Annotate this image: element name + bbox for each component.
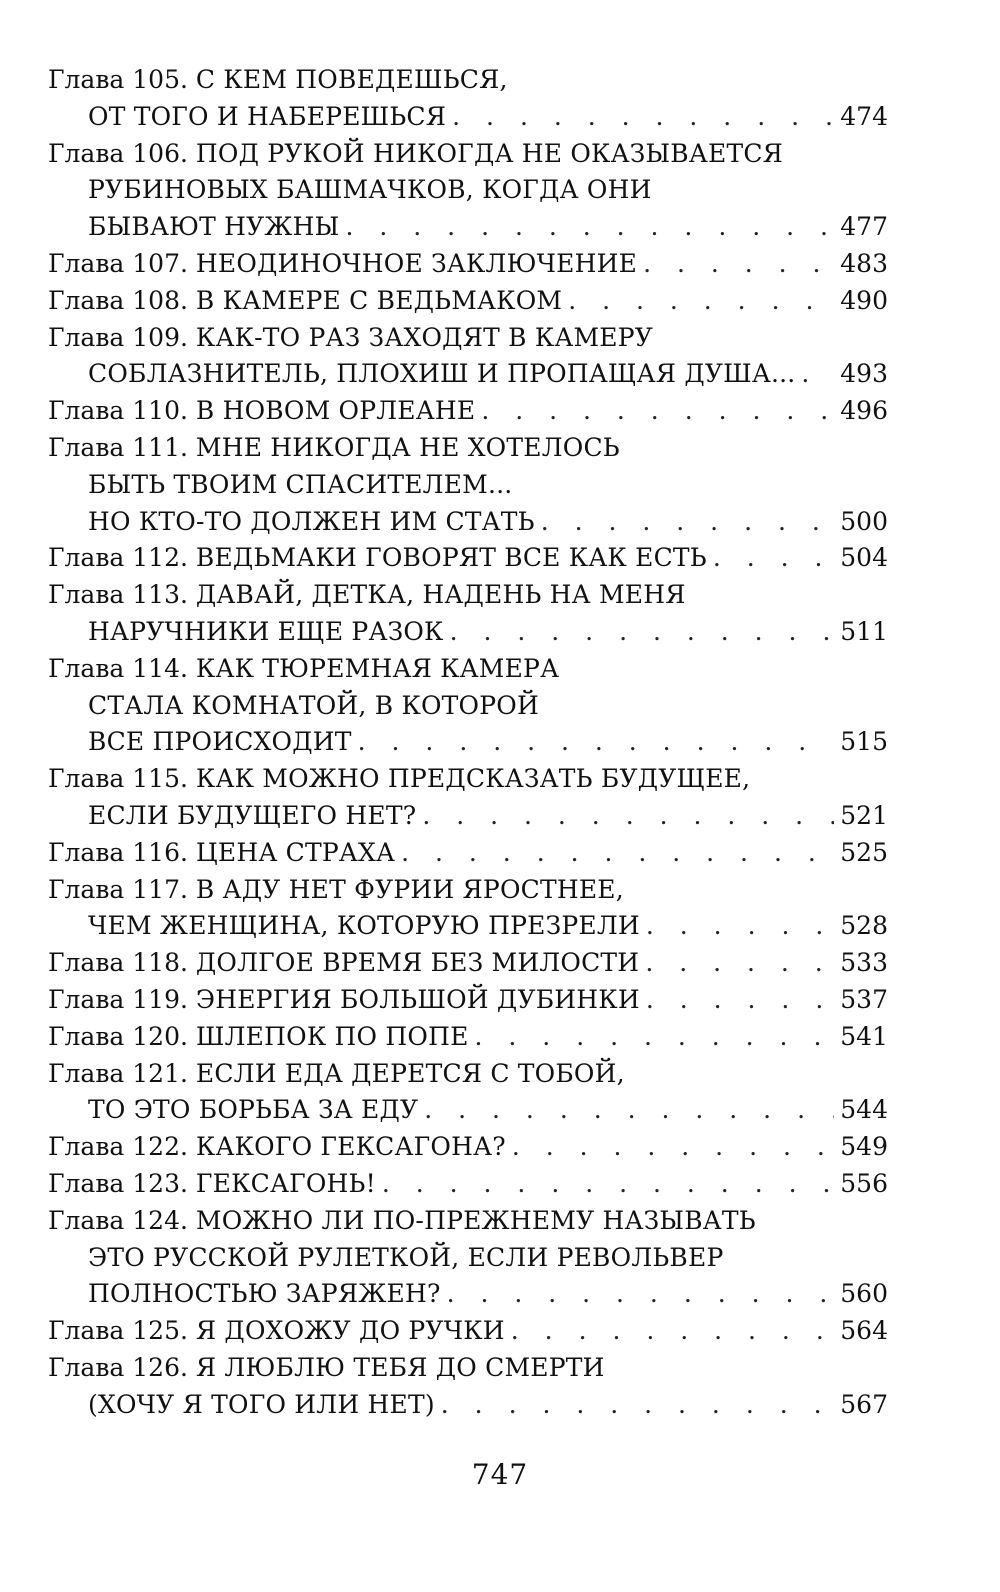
chapter-number: Глава 125.	[48, 1316, 196, 1346]
toc-line	[48, 945, 888, 982]
toc-entry	[48, 393, 888, 430]
toc-entry	[48, 1019, 888, 1056]
toc-entry	[48, 320, 888, 394]
toc-line	[48, 1276, 888, 1313]
chapter-number: Глава 118.	[48, 948, 196, 978]
chapter-title: НЕОДИНОЧНОЕ ЗАКЛЮЧЕНИЕ	[195, 248, 638, 278]
chapter-title: КАК-ТО РАЗ ЗАХОДЯТ В КАМЕРУ	[195, 322, 654, 352]
toc-line	[48, 577, 888, 614]
chapter-title: ДОЛГОЕ ВРЕМЯ БЕЗ МИЛОСТИ	[195, 948, 640, 978]
chapter-title: (ХОЧУ Я ТОГО ИЛИ НЕТ)	[88, 1389, 435, 1419]
chapter-number: Глава 124.	[48, 1205, 196, 1235]
dot-leader	[446, 99, 834, 136]
toc-entry	[48, 1129, 888, 1166]
toc-line	[48, 1240, 888, 1277]
chapter-number: Глава 119.	[48, 984, 196, 1014]
dot-leader	[639, 945, 834, 982]
chapter-page: 544	[840, 1095, 888, 1125]
chapter-page: 511	[840, 616, 888, 646]
toc-line	[48, 982, 888, 1019]
chapter-title: С КЕМ ПОВЕДЕШЬСЯ,	[195, 65, 508, 94]
toc-line	[48, 504, 888, 541]
chapter-title: ЭНЕРГИЯ БОЛЬШОЙ ДУБИНКИ	[195, 984, 640, 1014]
toc-line	[48, 1129, 888, 1166]
toc-line	[48, 356, 888, 393]
dot-leader	[637, 246, 834, 283]
chapter-number: Глава 113.	[48, 580, 196, 610]
chapter-page: 564	[840, 1316, 888, 1346]
chapter-number: Глава 108.	[48, 285, 196, 315]
dot-leader	[640, 908, 834, 945]
chapter-number: Глава 114.	[48, 653, 196, 683]
toc-entry	[48, 246, 888, 283]
chapter-title: В КАМЕРЕ С ВЕДЬМАКОМ	[195, 285, 563, 315]
toc-line	[48, 1350, 888, 1387]
chapter-number: Глава 105.	[48, 65, 196, 94]
chapter-title: МОЖНО ЛИ ПО-ПРЕЖНЕМУ НАЗЫВАТЬ	[195, 1205, 756, 1235]
toc-entry	[48, 1350, 888, 1424]
toc-line	[48, 320, 888, 357]
chapter-title: В НОВОМ ОРЛЕАНЕ	[195, 396, 476, 426]
chapter-title: СОБЛАЗНИТЕЛЬ, ПЛОХИШ И ПРОПАЩАЯ ДУША...	[88, 359, 796, 389]
dot-leader	[562, 283, 834, 320]
chapter-number: Глава 116.	[48, 837, 196, 867]
chapter-title: ДАВАЙ, ДЕТКА, НАДЕНЬ НА МЕНЯ	[195, 580, 686, 610]
chapter-title: БЫТЬ ТВОИМ СПАСИТЕЛЕМ...	[88, 469, 513, 499]
chapter-page: 500	[840, 506, 888, 536]
chapter-title: ЕСЛИ БУДУЩЕГО НЕТ?	[88, 800, 417, 830]
chapter-page: 493	[840, 359, 888, 389]
chapter-number: Глава 115.	[48, 764, 196, 794]
chapter-number: Глава 117.	[48, 874, 196, 904]
chapter-title: ЭТО РУССКОЙ РУЛЕТКОЙ, ЕСЛИ РЕВОЛЬВЕР	[88, 1242, 724, 1272]
chapter-title: ПОД РУКОЙ НИКОГДА НЕ ОКАЗЫВАЕТСЯ	[195, 138, 784, 168]
toc-line	[48, 1387, 888, 1424]
chapter-page: 483	[840, 248, 888, 278]
dot-leader	[395, 835, 834, 872]
toc-line	[48, 1056, 888, 1093]
table-of-contents	[48, 62, 888, 1423]
toc-line	[48, 798, 888, 835]
toc-entry	[48, 136, 888, 246]
toc-line	[48, 62, 888, 99]
chapter-title: ШЛЕПОК ПО ПОПЕ	[195, 1021, 469, 1051]
dot-leader	[340, 209, 835, 246]
toc-entry	[48, 651, 888, 761]
chapter-number: Глава 120.	[48, 1021, 196, 1051]
dot-leader	[795, 356, 834, 393]
toc-line	[48, 136, 888, 173]
chapter-title: ЦЕНА СТРАХА	[195, 837, 396, 867]
dot-leader	[640, 982, 834, 1019]
chapter-page: 515	[840, 727, 888, 757]
toc-line	[48, 393, 888, 430]
chapter-title: БЫВАЮТ НУЖНЫ	[88, 212, 340, 242]
chapter-title: КАКОГО ГЕКСАГОНА?	[195, 1132, 506, 1162]
chapter-number: Глава 107.	[48, 248, 196, 278]
dot-leader	[535, 504, 835, 541]
page-number: 747	[471, 1458, 529, 1491]
chapter-title: В АДУ НЕТ ФУРИИ ЯРОСТНЕЕ,	[195, 874, 624, 904]
chapter-title: Я ДОХОЖУ ДО РУЧКИ	[195, 1316, 505, 1346]
toc-entry	[48, 62, 888, 136]
dot-leader	[416, 798, 834, 835]
chapter-title: МНЕ НИКОГДА НЕ ХОТЕЛОСЬ	[195, 432, 620, 462]
toc-line	[48, 540, 888, 577]
toc-entry	[48, 283, 888, 320]
toc-line	[48, 1166, 888, 1203]
chapter-title: КАК ТЮРЕМНАЯ КАМЕРА	[195, 653, 560, 683]
toc-entry	[48, 872, 888, 946]
chapter-page: 560	[840, 1279, 888, 1309]
toc-line	[48, 872, 888, 909]
chapter-title: НО КТО-ТО ДОЛЖЕН ИМ СТАТЬ	[88, 506, 535, 536]
toc-line	[48, 467, 888, 504]
dot-leader	[435, 1387, 835, 1424]
toc-entry	[48, 1313, 888, 1350]
dot-leader	[352, 724, 835, 761]
toc-entry	[48, 1203, 888, 1313]
chapter-number: Глава 121.	[48, 1058, 196, 1088]
chapter-number: Глава 122.	[48, 1132, 196, 1162]
toc-entry	[48, 761, 888, 835]
chapter-number: Глава 111.	[48, 432, 196, 462]
chapter-page: 504	[840, 543, 888, 573]
toc-line	[48, 246, 888, 283]
toc-entry	[48, 982, 888, 1019]
chapter-number: Глава 112.	[48, 543, 196, 573]
dot-leader	[444, 614, 835, 651]
dot-leader	[376, 1166, 834, 1203]
chapter-number: Глава 109.	[48, 322, 196, 352]
chapter-page: 533	[840, 948, 888, 978]
toc-entry	[48, 540, 888, 577]
chapter-page: 567	[840, 1389, 888, 1419]
chapter-title: ТО ЭТО БОРЬБА ЗА ЕДУ	[88, 1095, 419, 1125]
toc-line	[48, 1019, 888, 1056]
chapter-title: ПОЛНОСТЬЮ ЗАРЯЖЕН?	[88, 1279, 441, 1309]
chapter-page: 556	[840, 1168, 888, 1198]
toc-line	[48, 1203, 888, 1240]
toc-line	[48, 614, 888, 651]
chapter-page: 490	[840, 285, 888, 315]
chapter-number: Глава 123.	[48, 1168, 196, 1198]
dot-leader	[707, 540, 834, 577]
chapter-number: Глава 126.	[48, 1352, 196, 1382]
toc-line	[48, 209, 888, 246]
chapter-title: ВСЕ ПРОИСХОДИТ	[88, 727, 352, 757]
chapter-title: СТАЛА КОМНАТОЙ, В КОТОРОЙ	[88, 690, 539, 720]
chapter-page: 541	[840, 1021, 888, 1051]
dot-leader	[441, 1276, 835, 1313]
chapter-page: 528	[840, 911, 888, 941]
chapter-number: Глава 110.	[48, 396, 196, 426]
toc-entry	[48, 577, 888, 651]
toc-line	[48, 835, 888, 872]
chapter-number: Глава 106.	[48, 138, 196, 168]
toc-line	[48, 1092, 888, 1129]
chapter-title: Я ЛЮБЛЮ ТЕБЯ ДО СМЕРТИ	[195, 1352, 605, 1382]
toc-line	[48, 651, 888, 688]
toc-line	[48, 430, 888, 467]
chapter-title: ГЕКСАГОНЬ!	[195, 1168, 376, 1198]
dot-leader	[469, 1019, 835, 1056]
chapter-title: РУБИНОВЫХ БАШМАЧКОВ, КОГДА ОНИ	[88, 175, 652, 205]
chapter-title: ОТ ТОГО И НАБЕРЕШЬСЯ	[88, 101, 447, 131]
chapter-page: 477	[840, 212, 888, 242]
toc-line	[48, 688, 888, 725]
toc-line	[48, 283, 888, 320]
dot-leader	[505, 1313, 835, 1350]
toc-entry	[48, 835, 888, 872]
toc-entry	[48, 430, 888, 540]
chapter-title: ЕСЛИ ЕДА ДЕРЕТСЯ С ТОБОЙ,	[195, 1058, 625, 1088]
toc-line	[48, 1313, 888, 1350]
toc-entry	[48, 1166, 888, 1203]
dot-leader	[418, 1092, 834, 1129]
chapter-page: 474	[840, 101, 888, 131]
dot-leader	[506, 1129, 834, 1166]
chapter-title: КАК МОЖНО ПРЕДСКАЗАТЬ БУДУЩЕЕ,	[195, 764, 751, 794]
toc-line	[48, 761, 888, 798]
toc-line	[48, 908, 888, 945]
chapter-page: 521	[840, 800, 888, 830]
toc-line	[48, 99, 888, 136]
chapter-page: 549	[840, 1132, 888, 1162]
chapter-title: НАРУЧНИКИ ЕЩЕ РАЗОК	[88, 616, 444, 646]
dot-leader	[475, 393, 834, 430]
chapter-page: 537	[840, 984, 888, 1014]
toc-line	[48, 724, 888, 761]
toc-entry	[48, 1056, 888, 1130]
toc-entry	[48, 945, 888, 982]
chapter-page: 496	[840, 396, 888, 426]
chapter-page: 525	[840, 837, 888, 867]
chapter-title: ВЕДЬМАКИ ГОВОРЯТ ВСЕ КАК ЕСТЬ	[195, 543, 707, 573]
chapter-title: ЧЕМ ЖЕНЩИНА, КОТОРУЮ ПРЕЗРЕЛИ	[88, 911, 640, 941]
toc-line	[48, 172, 888, 209]
